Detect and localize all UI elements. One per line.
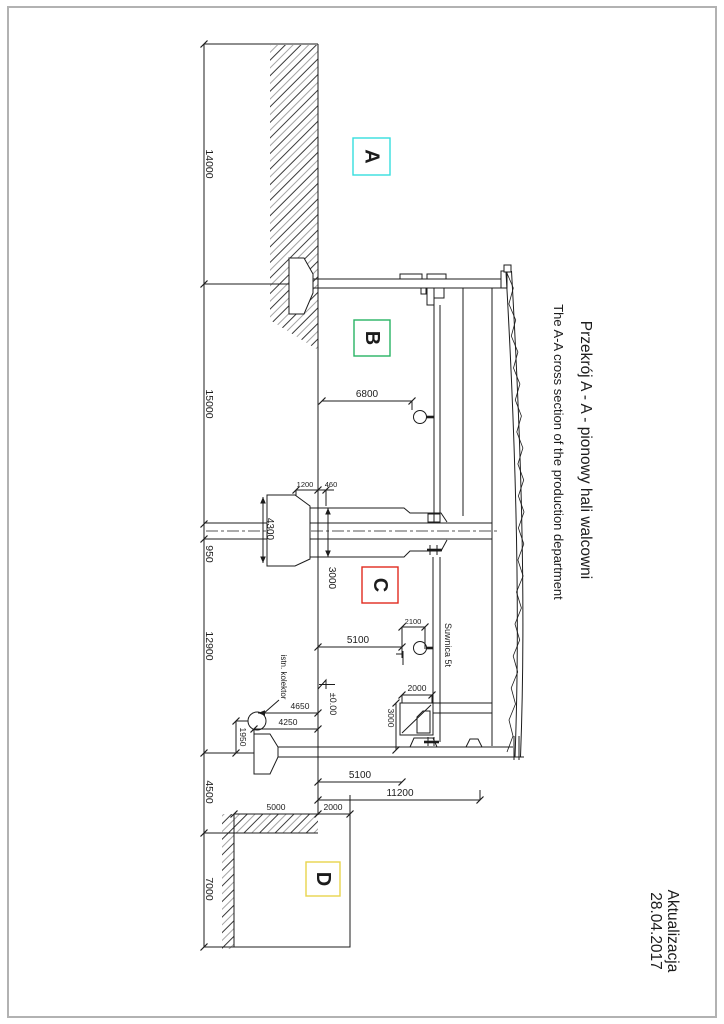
- dim-460: 460: [324, 480, 338, 489]
- dim-4500: 4500: [203, 780, 215, 804]
- dim-4300: 4300: [264, 517, 275, 541]
- title-block: [551, 304, 681, 973]
- dim-2100: 2100: [404, 617, 422, 626]
- dim-12900: 12900: [203, 631, 215, 661]
- crane-hook-b: [319, 398, 435, 424]
- dim-2000-d: 2000: [323, 802, 343, 812]
- dim-4250: 4250: [278, 717, 298, 727]
- crane-text: Suwnica 5t: [443, 622, 453, 668]
- dim-7000: 7000: [203, 877, 215, 901]
- dim-4650: 4650: [290, 701, 310, 711]
- dim-3000-wall: 3000: [326, 566, 337, 590]
- level-marker: [318, 680, 335, 689]
- top-wall: [289, 258, 511, 314]
- zone-c-label: C: [369, 577, 391, 593]
- dim-6800: 6800: [355, 389, 379, 400]
- roof-truss: [506, 271, 524, 757]
- collector-text: istn. kolektor: [279, 654, 288, 700]
- middle-wall: [204, 495, 498, 566]
- bay-c-pit: [400, 703, 433, 735]
- title-polish: Przekrój A - A - pionowy hali walcowni: [577, 320, 594, 580]
- title-english: The A-A cross section of the production department: [551, 304, 566, 600]
- chain-dimension-texts: [203, 149, 215, 900]
- bottom-wall: [204, 734, 524, 774]
- dim-1200: 1200: [296, 480, 314, 489]
- bay-b-columns: [434, 288, 492, 746]
- dim-5000: 5000: [266, 802, 286, 812]
- crane-hook-c: [315, 624, 434, 666]
- dim-950: 950: [203, 545, 215, 563]
- level-text: ±0.00: [328, 692, 338, 716]
- zone-b-label: B: [361, 330, 383, 346]
- revision-date: 28.04.2017: [647, 892, 664, 970]
- dim-14000: 14000: [203, 149, 215, 179]
- dim-1950: 1950: [238, 727, 248, 747]
- revision-label: Aktualizacja: [664, 889, 681, 973]
- dim-11200: 11200: [386, 788, 414, 799]
- zone-d-label: D: [312, 871, 334, 887]
- dim-5100-floor: 5100: [348, 770, 372, 781]
- dim-5100-crane: 5100: [346, 635, 370, 646]
- dim-15000: 15000: [203, 389, 215, 419]
- dim-2000-pit: 2000: [407, 683, 427, 693]
- zone-a-label: A: [360, 149, 383, 164]
- bay-c-columns: [433, 557, 492, 742]
- dim-3000-pit: 3000: [386, 708, 396, 728]
